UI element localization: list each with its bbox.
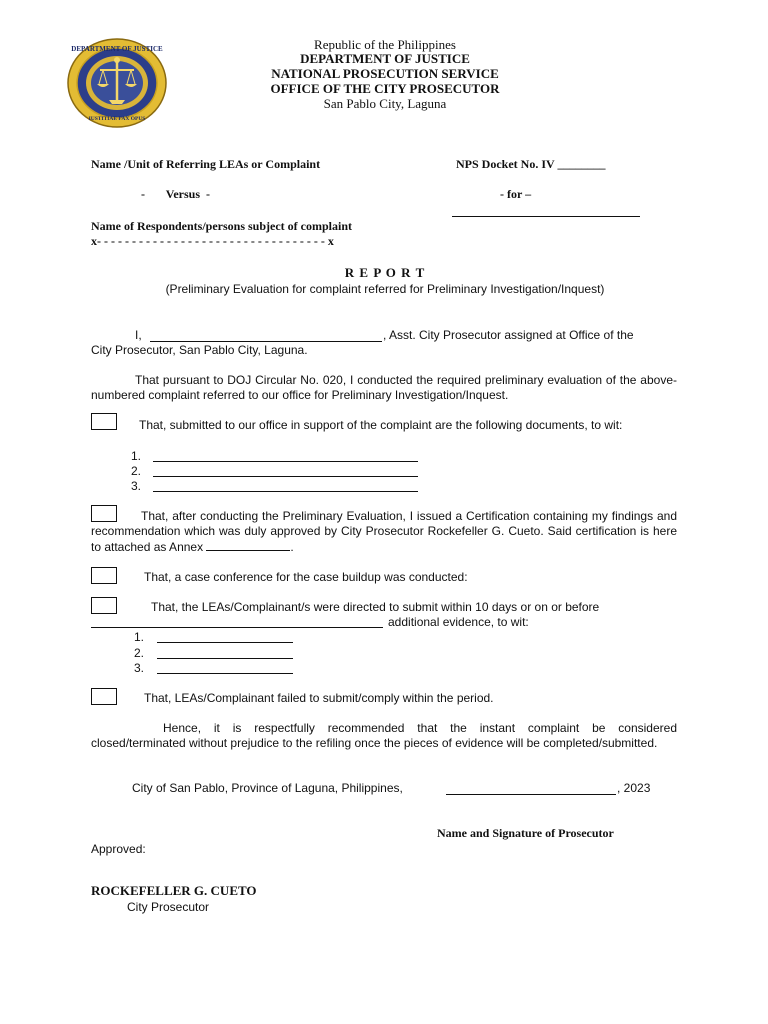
approver-title: City Prosecutor	[127, 900, 210, 914]
item4-blank-2	[157, 658, 293, 659]
item3-text: That, a case conference for the case buildup was conducted:	[144, 570, 468, 584]
for-label: - for –	[500, 187, 532, 201]
item4-text-a: That, the LEAs/Complainant/s were directed to submit within 10 days or on or before	[151, 600, 600, 614]
item4-blank-3	[157, 673, 293, 674]
doj-seal-logo	[67, 38, 167, 128]
item3-checkbox[interactable]	[91, 567, 117, 584]
item4-list-1: 1.	[134, 630, 145, 644]
docket-label: NPS Docket No. IV ________	[456, 157, 606, 171]
item1-blank-2	[153, 476, 418, 477]
place-date-a: City of San Pablo, Province of Laguna, Philippines,	[132, 781, 403, 795]
item4-checkbox[interactable]	[91, 597, 117, 614]
header-city: San Pablo City, Laguna	[323, 96, 447, 111]
item1-blank-3	[153, 491, 418, 492]
offense-blank-line	[452, 216, 640, 217]
respondents-label: Name of Respondents/persons subject of complaint	[91, 219, 352, 233]
seal-top-text: DEPARTMENT OF JUSTICE	[71, 45, 163, 53]
header-office: OFFICE OF THE CITY PROSECUTOR	[270, 81, 500, 96]
date-blank	[446, 794, 616, 795]
item2-text-a: That, after conducting the Preliminary Evaluation, I issued a Certification containing my findings and recommendation which was duly approved by City Prosecutor Rockefeller G. Cueto. Said certification is here to attached as Annex	[91, 509, 677, 554]
item1-list-2: 2.	[131, 464, 142, 478]
p1-rest-line2: City Prosecutor, San Pablo City, Laguna.	[91, 343, 308, 357]
referring-lea-label: Name /Unit of Referring LEAs or Complaint	[91, 157, 321, 171]
item2-text-b: .	[290, 540, 294, 554]
prosecutor-name-blank	[150, 341, 382, 342]
report-title: R E P O R T	[344, 265, 426, 280]
item4-blank-1	[157, 642, 293, 643]
p1-start: I,	[135, 328, 142, 342]
place-date-b: , 2023	[617, 781, 651, 795]
header-department: DEPARTMENT OF JUSTICE	[300, 51, 470, 66]
item4-list-3: 3.	[134, 661, 145, 675]
item2-text	[91, 509, 677, 555]
item1-list-3: 3.	[131, 479, 142, 493]
deadline-blank	[91, 627, 383, 628]
item1-list-1: 1.	[131, 449, 142, 463]
item5-checkbox[interactable]	[91, 688, 117, 705]
seal-bottom-text: IUSTITIAE PAX OPUS	[88, 116, 146, 122]
p1-rest-line1: , Asst. City Prosecutor assigned at Office of the	[383, 328, 634, 342]
versus-label: - Versus -	[141, 187, 211, 201]
header-nps: NATIONAL PROSECUTION SERVICE	[271, 66, 499, 81]
item4-text-b: additional evidence, to wit:	[388, 615, 529, 629]
item1-blank-1	[153, 461, 418, 462]
report-subtitle: (Preliminary Evaluation for complaint referred for Preliminary Investigation/Inquest)	[165, 282, 605, 296]
annex-blank	[206, 539, 290, 551]
p2-paragraph: That pursuant to DOJ Circular No. 020, I conducted the required preliminary evaluation of the above-numbered complaint referred to our office for Preliminary Investigation/Inquest.	[91, 373, 677, 402]
approved-label: Approved:	[91, 842, 146, 856]
prosecutor-signature-label: Name and Signature of Prosecutor	[437, 826, 614, 840]
item5-text: That, LEAs/Complainant failed to submit/comply within the period.	[144, 691, 494, 705]
recommendation-paragraph: Hence, it is respectfully recommended that the instant complaint be considered closed/terminated without prejudice to the refiling once the pieces of evidence will be completed/submitted.	[91, 721, 677, 750]
header-republic: Republic of the Philippines	[314, 37, 456, 52]
caption-x-line: x- - - - - - - - - - - - - - - - - - - - - - - - - - - - - - - - - x	[91, 234, 334, 248]
approver-name: ROCKEFELLER G. CUETO	[91, 883, 257, 898]
item4-list-2: 2.	[134, 646, 145, 660]
item1-text: That, submitted to our office in support of the complaint are the following documents, to wit:	[139, 418, 623, 432]
